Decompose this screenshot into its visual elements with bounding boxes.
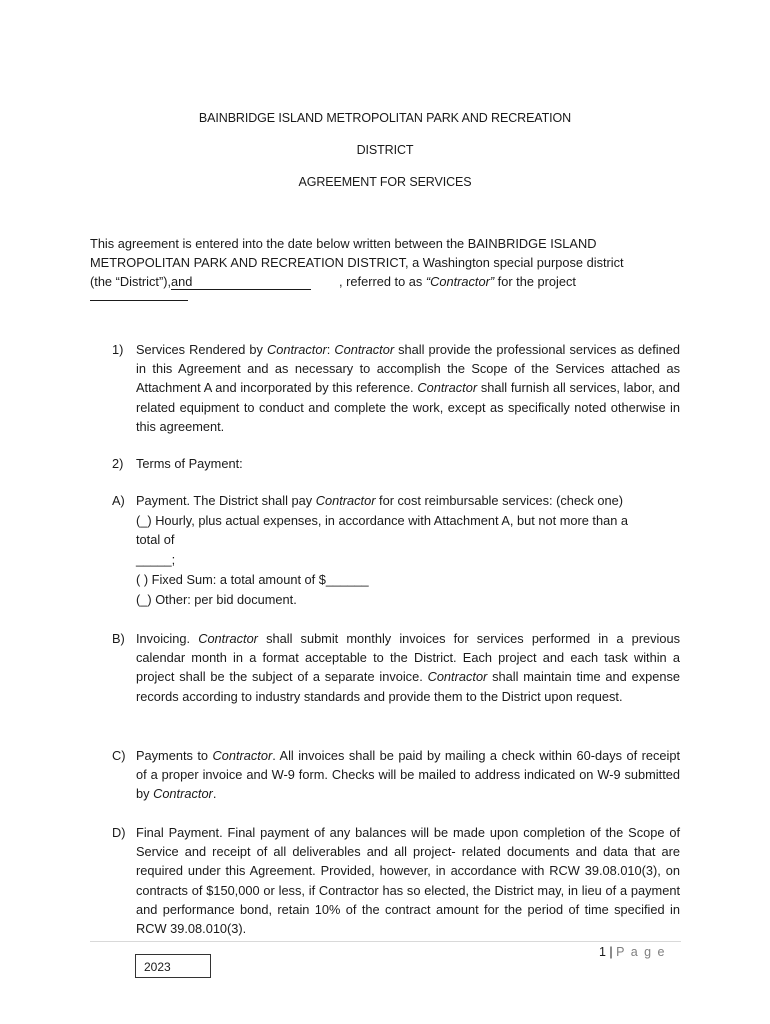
project-name-blank bbox=[90, 300, 188, 301]
section-c-part-2: . All invoices shall be paid by mailing a check within 60-days of receipt of a proper invoice and W-9 form. Checks will be mailed to address indicated on W-9 submitted by bbox=[136, 748, 680, 802]
section-a-option-other: (_) Other: per bid document. bbox=[136, 592, 297, 607]
section-c-part-1: Payments to bbox=[136, 748, 209, 763]
section-a-option-hourly: (_) Hourly, plus actual expenses, in accordance with Attachment A, but not more than a bbox=[136, 513, 628, 528]
section-b-marker: B) bbox=[112, 631, 125, 646]
section-b-part-2: shall submit monthly invoices for services performed in a previous calendar month in a format acceptable to the District. Each project and each task within a project shall be the subject of a separate invoice. bbox=[136, 631, 680, 685]
section-c-part-3: . bbox=[212, 786, 217, 802]
section-1-part-1: Services Rendered by bbox=[136, 342, 263, 357]
section-b-contractor-2: Contractor bbox=[427, 669, 488, 685]
page-separator: | bbox=[609, 945, 613, 959]
section-1-part-3: shall furnish all services, labor, and related equipment to conduct and complete the work, except as specifically noted otherwise in this agreement. bbox=[136, 380, 681, 434]
section-c-contractor-1: Contractor bbox=[212, 748, 273, 763]
section-a-option-fixed: ( ) Fixed Sum: a total amount of $______ bbox=[136, 572, 369, 587]
section-c-text bbox=[136, 746, 680, 804]
section-d-text: Final Payment. Final payment of any balances will be made upon completion of the Scope of Service and receipt of all deliverables and all project- related documents and data that are required under this Agreement. Provided, however, in accordance with RCW 39.08.010(3), on contracts of $150,000 or less, if Contractor has so elected, the District may, in lieu of a payment and performance bond, retain 10% of the contract amount for the period of time specified in RCW 39.08.010(3). bbox=[136, 825, 680, 937]
intro-district-text: (the “District”), bbox=[90, 274, 172, 289]
intro-and-text: and bbox=[171, 274, 193, 289]
section-a-total-blank: _____; bbox=[136, 552, 176, 567]
title-line-2: DISTRICT bbox=[356, 143, 414, 157]
section-a-part-2: for cost reimbursable services: (check one) bbox=[379, 493, 623, 508]
section-b-text bbox=[136, 629, 680, 706]
section-b-part-1: Invoicing. bbox=[136, 631, 191, 646]
year-box bbox=[135, 954, 211, 978]
section-a-marker: A) bbox=[112, 493, 125, 508]
page-number-value: 1 bbox=[598, 945, 606, 959]
section-c-contractor-2: Contractor bbox=[153, 786, 213, 802]
section-2-marker: 2) bbox=[112, 456, 124, 471]
section-2-text: Terms of Payment: bbox=[136, 456, 243, 471]
section-1-text bbox=[136, 340, 680, 436]
year-text: 2023 bbox=[144, 960, 171, 974]
section-1-marker: 1) bbox=[112, 342, 124, 357]
section-1-colon: : bbox=[326, 342, 331, 357]
section-d-marker: D) bbox=[112, 825, 126, 840]
section-1-contractor-3: Contractor bbox=[417, 380, 478, 396]
page-label: P a g e bbox=[616, 945, 666, 959]
intro-project-text: for the project bbox=[497, 274, 576, 289]
page-number bbox=[599, 945, 666, 959]
contractor-name-blank bbox=[171, 275, 311, 290]
section-c-marker: C) bbox=[112, 748, 126, 763]
section-a-part-1: Payment. The District shall pay bbox=[136, 493, 313, 508]
section-1-part-2: shall provide the professional services as defined in this Agreement and as necessary to accomplish the Scope of the Services attached as Attachment A and incorporated by this reference. bbox=[136, 342, 680, 396]
section-b-contractor-1: Contractor bbox=[198, 631, 258, 646]
section-a-contractor: Contractor bbox=[315, 493, 376, 508]
title-line-3: AGREEMENT FOR SERVICES bbox=[298, 175, 472, 189]
section-1-contractor-1: Contractor bbox=[266, 342, 327, 357]
section-a-option-hourly-cont: total of bbox=[136, 532, 175, 547]
section-a-line-1 bbox=[136, 491, 680, 510]
intro-referred-text: , referred to as bbox=[339, 274, 423, 289]
section-b-part-3: shall maintain time and expense records according to industry standards and provide them to the District upon request. bbox=[136, 669, 680, 704]
footer-divider bbox=[90, 941, 681, 942]
intro-contractor-term: “Contractor” bbox=[425, 274, 495, 289]
section-1-contractor-2: Contractor bbox=[334, 342, 395, 357]
intro-line-2: METROPOLITAN PARK AND RECREATION DISTRICT, a Washington special purpose district bbox=[90, 255, 624, 270]
intro-line-1: This agreement is entered into the date below written between the BAINBRIDGE ISLAND bbox=[90, 236, 597, 251]
title-line-1: BAINBRIDGE ISLAND METROPOLITAN PARK AND RECREATION bbox=[198, 111, 572, 125]
intro-line-3 bbox=[90, 272, 690, 291]
